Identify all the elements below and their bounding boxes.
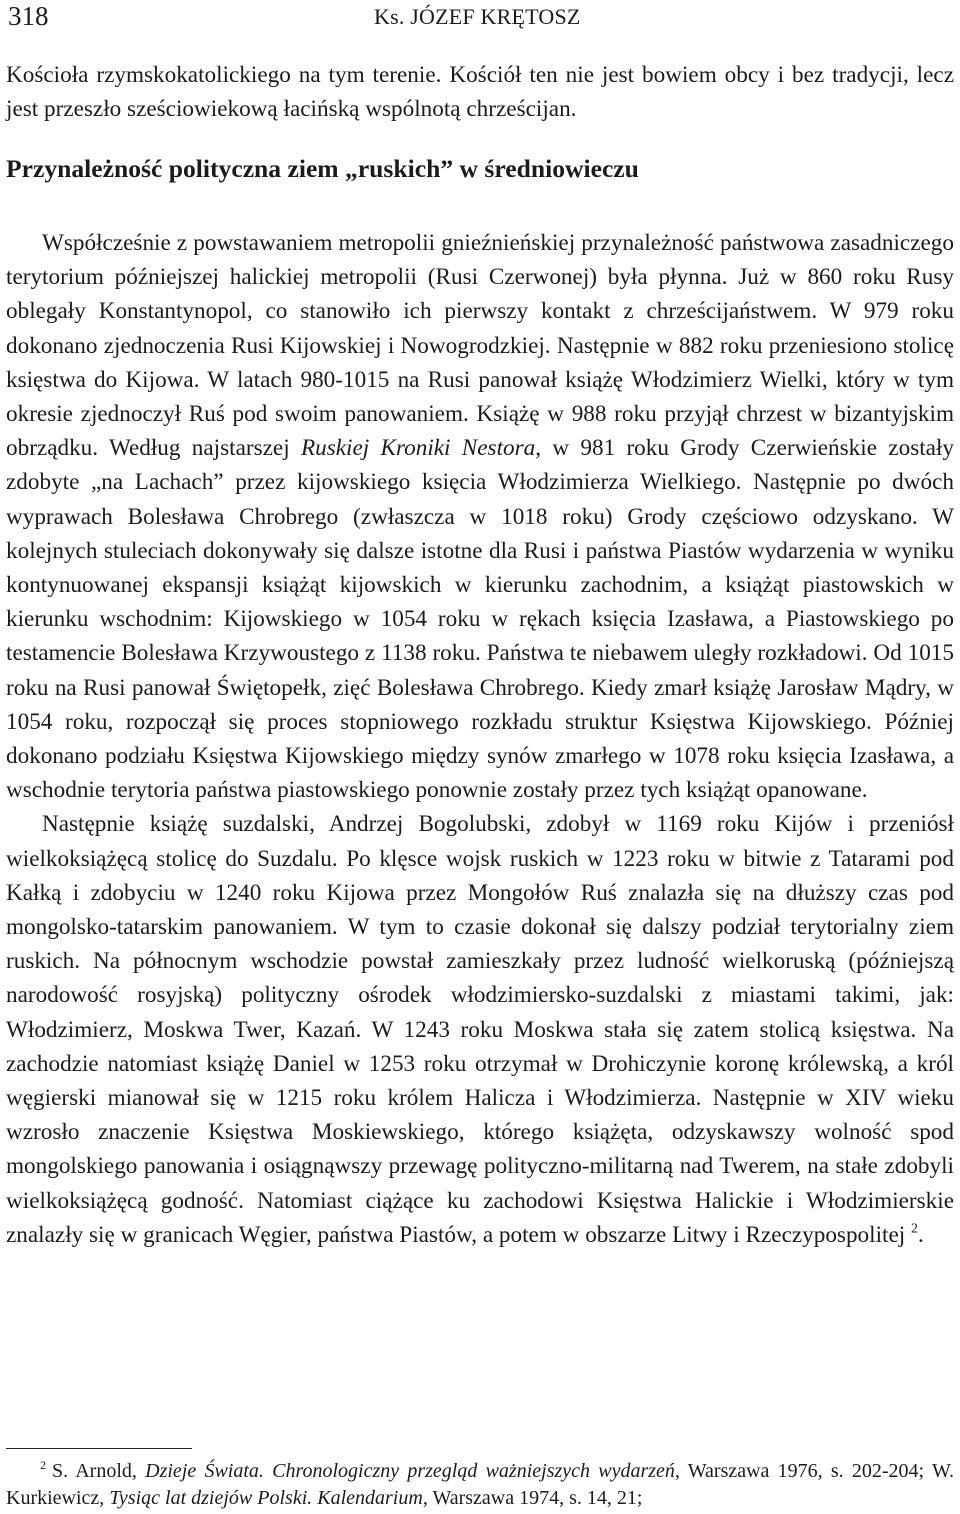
- intro-text: Kościoła rzymskokatolickiego na tym terenie. Kościół ten nie jest bowiem obcy i bez tradycji, lecz jest przeszło sześciowiekową łacińską wspólnotą chrześcijan.: [6, 62, 954, 123]
- footnote-text-a: S. Arnold,: [52, 1460, 146, 1482]
- footnote-text-c: , Warszawa 1974, s. 14, 21;: [422, 1487, 643, 1509]
- paragraph-1-text-b: , w 981 roku Grody Czerwieńskie zostały zdobyte „na Lachach” przez kijowskiego księcia Włodzimierza Wielkiego. Następnie po dwóch wyprawach Bolesława Chrobrego (zwłaszcza w 1018 roku) Grody częściowo odzyskano. W kolejnych stuleciach dokonywały się dalsze istotne dla Rusi i państwa Piastów wydarzenia w wyniku kontynuowanej ekspansji książąt kijowskich w kierunku zachodnim, a książąt piastowskich w kierunku wschodnim: Kijowskiego w 1054 roku w rękach księcia Izasława, a Piastowskiego po testamencie Bolesława Krzywoustego z 1138 roku. Państwa te niebawem uległy rozkładowi. Od 1015 roku na Rusi panował Świętopełk, zięć Bolesława Chrobrego. Kiedy zmarł książę Jarosław Mądry, w 1054 roku, rozpoczął się proces stopniowego rozkładu struktur Księstwa Kijowskiego. Później dokonano podziału Księstwa Kijowskiego między synów zmarłego w 1078 roku księcia Izasława, a wschodnie terytoria państwa piastowskiego ponownie zostały przez tych książąt opanowane.: [6, 435, 954, 804]
- footnote-title-2: Tysiąc lat dziejów Polski. Kalendarium: [109, 1487, 423, 1509]
- intro-paragraph: [6, 58, 954, 126]
- main-text: [6, 226, 954, 1252]
- paragraph-1: [6, 226, 954, 807]
- footnote-number: 2: [40, 1457, 46, 1472]
- paragraph-2-text: Następnie książę suzdalski, Andrzej Bogolubski, zdobył w 1169 roku Kijów i przeniósł wielkoksiążęcą stolicę do Suzdalu. Po klęsce wojsk ruskich w 1223 roku w bitwie z Tatarami pod Kałką i zdobyciu w 1240 roku Kijowa przez Mongołów Ruś znalazła się na dłuższy czas pod mongolsko-tatarskim panowaniem. W tym to czasie dokonał się dalszy podział terytorialny ziem ruskich. Na północnym wschodzie powstał zamieszkały przez ludność wielkoruską (późniejszą narodowość rosyjską) polityczny ośrodek włodzimiersko-suzdalski z miastami takimi, jak: Włodzimierz, Moskwa Twer, Kazań. W 1243 roku Moskwa stała się zatem stolicą księstwa. Na zachodzie natomiast książę Daniel w 1253 roku otrzymał w Drohiczynie koronę królewską, a król węgierski mianował się w 1215 roku królem Halicza i Włodzimierza. Następnie w XIV wieku wzrosło znaczenie Księstwa Moskiewskiego, którego książęta, odzyskawszy wolność spod mongolskiego panowania i osiągnąwszy przewagę polityczno-militarną nad Twerem, na stałe zdobyli wielkoksiążęcą godność. Natomiast ciążące ku zachodowi Księstwa Halickie i Włodzimierskie znalazły się w granicach Węgier, państwa Piastów, a potem w obszarze Litwy i Rzeczypospolitej: [6, 811, 954, 1248]
- paragraph-1-text-a: Współcześnie z powstawaniem metropolii gnieźnieńskiej przynależność państwowa zasadniczego terytorium późniejszej halickiej metropolii (Rusi Czerwonej) była płynna. Już w 860 roku Rusy oblegały Konstantynopol, co stanowiło ich pierwszy kontakt z chrześcijaństwem. W 979 roku dokonano zjednoczenia Rusi Kijowskiej i Nowogrodzkiej. Następnie w 882 roku przeniesiono stolicę księstwa do Kijowa. W latach 980-1015 na Rusi panował książę Włodzimierz Wielki, który w tym okresie zjednoczył Ruś pod swoim panowaniem. Książę w 988 roku przyjął chrzest w bizantyjskim obrządku. Według najstarszej: [6, 230, 954, 462]
- footnote-separator: [6, 1448, 192, 1449]
- page-number: 318: [8, 1, 49, 31]
- paragraph-1-italic-title: Ruskiej Kroniki Nestora: [300, 435, 536, 462]
- paragraph-2-end: .: [917, 1221, 924, 1248]
- footnote-title-1: Dzieje Świata. Chronologiczny przegląd ważniejszych wydarzeń: [145, 1460, 675, 1482]
- paragraph-2: [6, 807, 954, 1252]
- page-header: [0, 0, 960, 40]
- footnote-reference[interactable]: 2: [911, 1221, 918, 1237]
- footnote: [6, 1458, 954, 1512]
- section-heading: Przynależność polityczna ziem „ruskich” w średniowieczu: [6, 154, 639, 183]
- footnote-text-b: , Warszawa 1976, s. 202-204; W. Kurkiewicz,: [6, 1460, 954, 1509]
- running-head: Ks. JÓZEF KRĘTOSZ: [374, 4, 581, 29]
